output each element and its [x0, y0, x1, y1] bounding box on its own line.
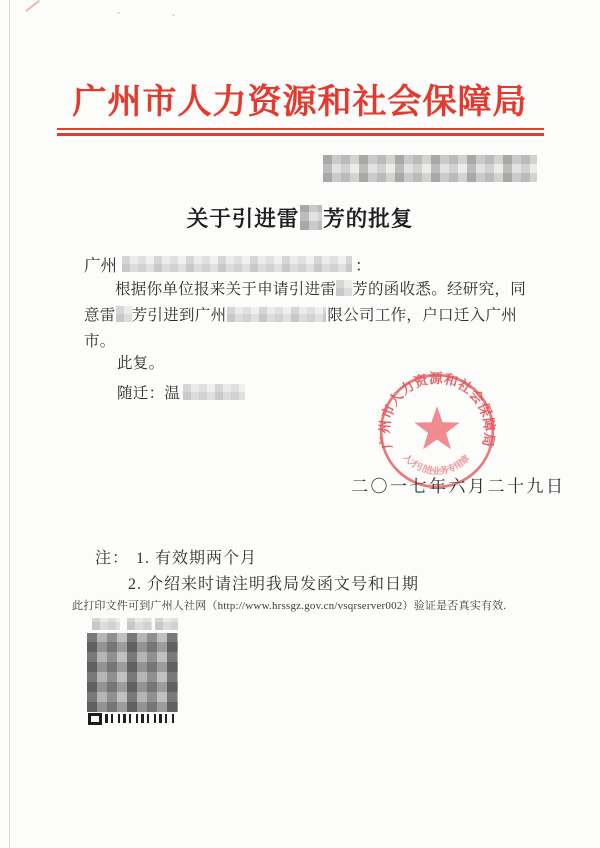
body-text: 根据你单位报来关于申请引进雷	[115, 281, 337, 298]
note-label: 注：	[95, 550, 130, 567]
stamp-bottom-text: 人才引进业务专用章	[401, 452, 472, 477]
body-paragraph-line-3: 市。	[84, 333, 116, 350]
document-title	[0, 202, 600, 233]
scan-speck	[117, 12, 120, 14]
scan-speck	[172, 14, 175, 16]
letterhead-agency-title: 广州市人力资源和社会保障局	[72, 84, 528, 121]
document-date: 二〇一七年六月二十九日	[351, 477, 566, 496]
scan-edge-line	[9, 0, 10, 848]
verification-footer: 此打印文件可到广州人社网（http://www.hrssgz.gov.cn/vsqrserver002）验证是否真实有效.	[72, 600, 507, 612]
redacted-company-name	[227, 307, 326, 322]
body-text: 限公司工作，户口迁入广州	[327, 307, 518, 324]
accompanying-label: 随迁：温	[117, 385, 181, 402]
addressee-prefix: 广州	[84, 256, 117, 275]
scan-corner-mark	[25, 0, 40, 12]
note-line-1	[95, 545, 257, 568]
closing-phrase: 此复。	[117, 355, 165, 372]
note-item-1: 1. 有效期两个月	[136, 550, 258, 567]
qr-position-marker	[88, 713, 102, 725]
redacted-person-name	[183, 384, 245, 400]
note-item-2: 2. 介绍来时请注明我局发函文号和日期	[128, 576, 420, 593]
title-prefix: 关于引进雷	[186, 207, 300, 231]
redacted-footer-text	[127, 618, 152, 630]
redacted-character	[336, 280, 352, 296]
redacted-addressee-name	[122, 256, 352, 272]
redacted-footer-text	[155, 618, 178, 630]
body-text: 芳的函收悉。经研究，同	[352, 281, 527, 298]
accompanying-person-line	[117, 381, 245, 403]
redacted-character	[300, 205, 322, 230]
letterhead-rule	[57, 128, 544, 136]
addressee-colon: ：	[355, 256, 372, 275]
redacted-qr-code	[87, 633, 178, 712]
star-icon	[414, 406, 459, 449]
title-suffix: 芳的批复	[323, 207, 414, 231]
qr-code-bottom-row	[88, 712, 178, 724]
body-paragraph-line-2	[84, 303, 517, 325]
body-paragraph-line-1	[115, 277, 526, 299]
body-text: 意雷	[84, 307, 116, 324]
body-text: 芳引进到广州	[131, 307, 227, 324]
addressee-line	[84, 252, 372, 276]
redacted-footer-text	[92, 618, 120, 630]
redacted-document-number	[323, 155, 537, 182]
stamp-ring-text: 广州市人力资源和社会保障局	[377, 371, 497, 451]
qr-modules	[105, 714, 177, 723]
redacted-character	[116, 306, 132, 322]
